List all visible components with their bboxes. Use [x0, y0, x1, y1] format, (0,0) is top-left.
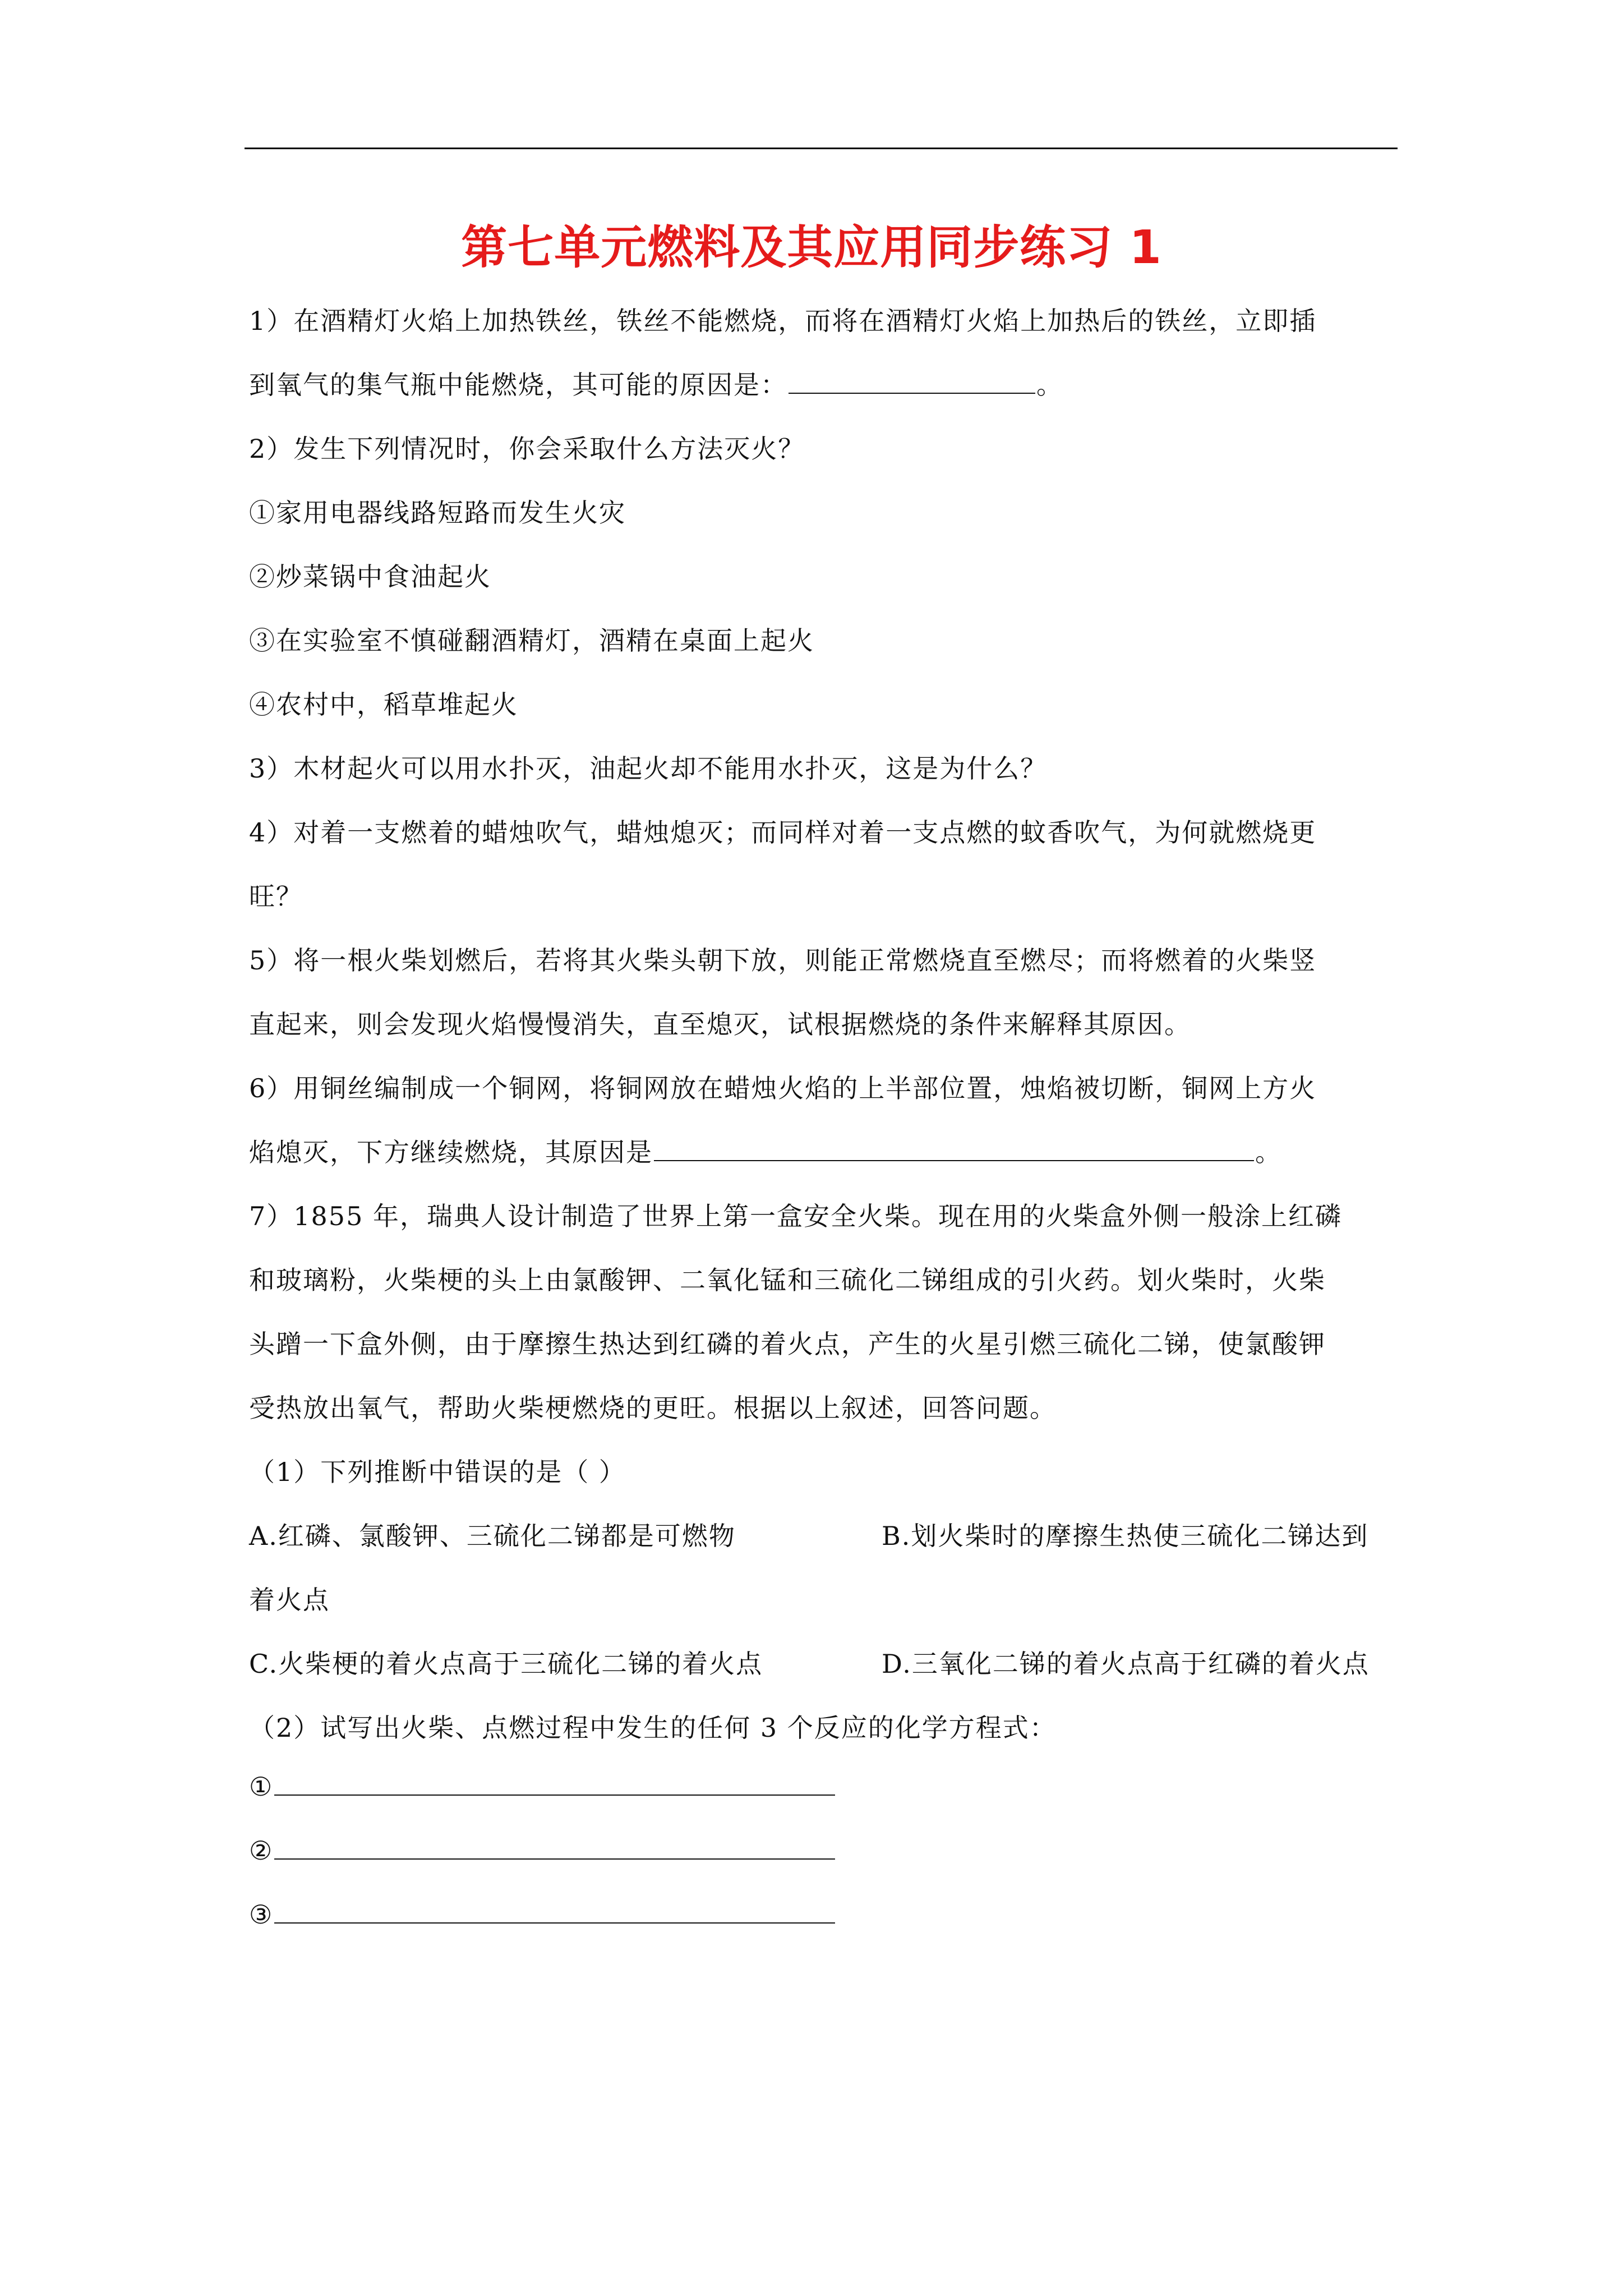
q5-line2: 直起来，则会发现火焰慢慢消失，直至熄灭，试根据燃烧的条件来解释其原因。 — [249, 1009, 1191, 1039]
q2-item-1: ①家用电器线路短路而发生火灾 — [249, 498, 626, 528]
answer-blank[interactable] — [274, 1858, 835, 1860]
q7-sub2: （2）试写出火柴、点燃过程中发生的任何 3 个反应的化学方程式： — [249, 1713, 1057, 1743]
q2-item-4: ④农村中，稻草堆起火 — [249, 689, 518, 720]
q1-line1: 1）在酒精灯火焰上加热铁丝，铁丝不能燃烧，而将在酒精灯火焰上加热后的铁丝，立即插 — [249, 306, 1317, 336]
q7-line3: 头蹭一下盒外侧，由于摩擦生热达到红磷的着火点，产生的火星引燃三硫化二锑，使氯酸钾 — [249, 1329, 1326, 1359]
q4-line1: 4）对着一支燃着的蜡烛吹气，蜡烛熄灭；而同样对着一支点燃的蚊香吹气，为何就燃烧更 — [249, 817, 1317, 848]
q1-line2: 到氧气的集气瓶中能燃烧，其可能的原因是： 。 — [249, 370, 1063, 400]
page-title: 第七单元燃料及其应用同步练习 1 — [461, 221, 1162, 274]
answer-blank[interactable] — [274, 1922, 835, 1924]
q2-item-2: ②炒菜锅中食油起火 — [249, 562, 491, 592]
option-c[interactable]: C.火柴梗的着火点高于三硫化二锑的着火点 — [249, 1649, 763, 1679]
header-rule — [245, 148, 1398, 149]
q4-line2: 旺？ — [249, 881, 303, 912]
q7-line4: 受热放出氧气，帮助火柴梗燃烧的更旺。根据以上叙述，回答问题。 — [249, 1393, 1057, 1423]
q5-line1: 5）将一根火柴划燃后，若将其火柴头朝下放，则能正常燃烧直至燃尽；而将燃着的火柴竖 — [249, 945, 1317, 976]
q7-sub1: （1）下列推断中错误的是（ ） — [249, 1457, 626, 1487]
q2-item-3: ③在实验室不慎碰翻酒精灯，酒精在桌面上起火 — [249, 625, 814, 656]
answer-blank[interactable] — [789, 392, 1035, 394]
option-b-cont: 着火点 — [249, 1585, 330, 1615]
q2-stem: 2）发生下列情况时，你会采取什么方法灭火？ — [249, 434, 805, 464]
answer-blank[interactable] — [274, 1794, 835, 1796]
q7-line1: 7）1855 年，瑞典人设计制造了世界上第一盒安全火柴。现在用的火柴盒外侧一般涂上红磷 — [249, 1201, 1342, 1231]
q6-line1: 6）用铜丝编制成一个铜网，将铜网放在蜡烛火焰的上半部位置，烛焰被切断，铜网上方火 — [249, 1073, 1317, 1103]
option-d[interactable]: D.三氧化二锑的着火点高于红磷的着火点 — [882, 1649, 1370, 1679]
q3: 3）木材起火可以用水扑灭，油起火却不能用水扑灭，这是为什么？ — [249, 753, 1048, 784]
q7-line2: 和玻璃粉，火柴梗的头上由氯酸钾、二氧化锰和三硫化二锑组成的引火药。划火柴时，火柴 — [249, 1265, 1326, 1295]
answer-line-3: ③ — [249, 1899, 836, 1930]
answer-blank[interactable] — [654, 1159, 1254, 1161]
answer-line-1: ① — [249, 1772, 836, 1802]
option-b[interactable]: B.划火柴时的摩擦生热使三硫化二锑达到 — [882, 1521, 1369, 1551]
q6-line2: 焰熄灭，下方继续燃烧，其原因是 。 — [249, 1137, 1282, 1167]
answer-line-2: ② — [249, 1835, 836, 1866]
option-a[interactable]: A.红磷、氯酸钾、三硫化二锑都是可燃物 — [249, 1521, 736, 1551]
